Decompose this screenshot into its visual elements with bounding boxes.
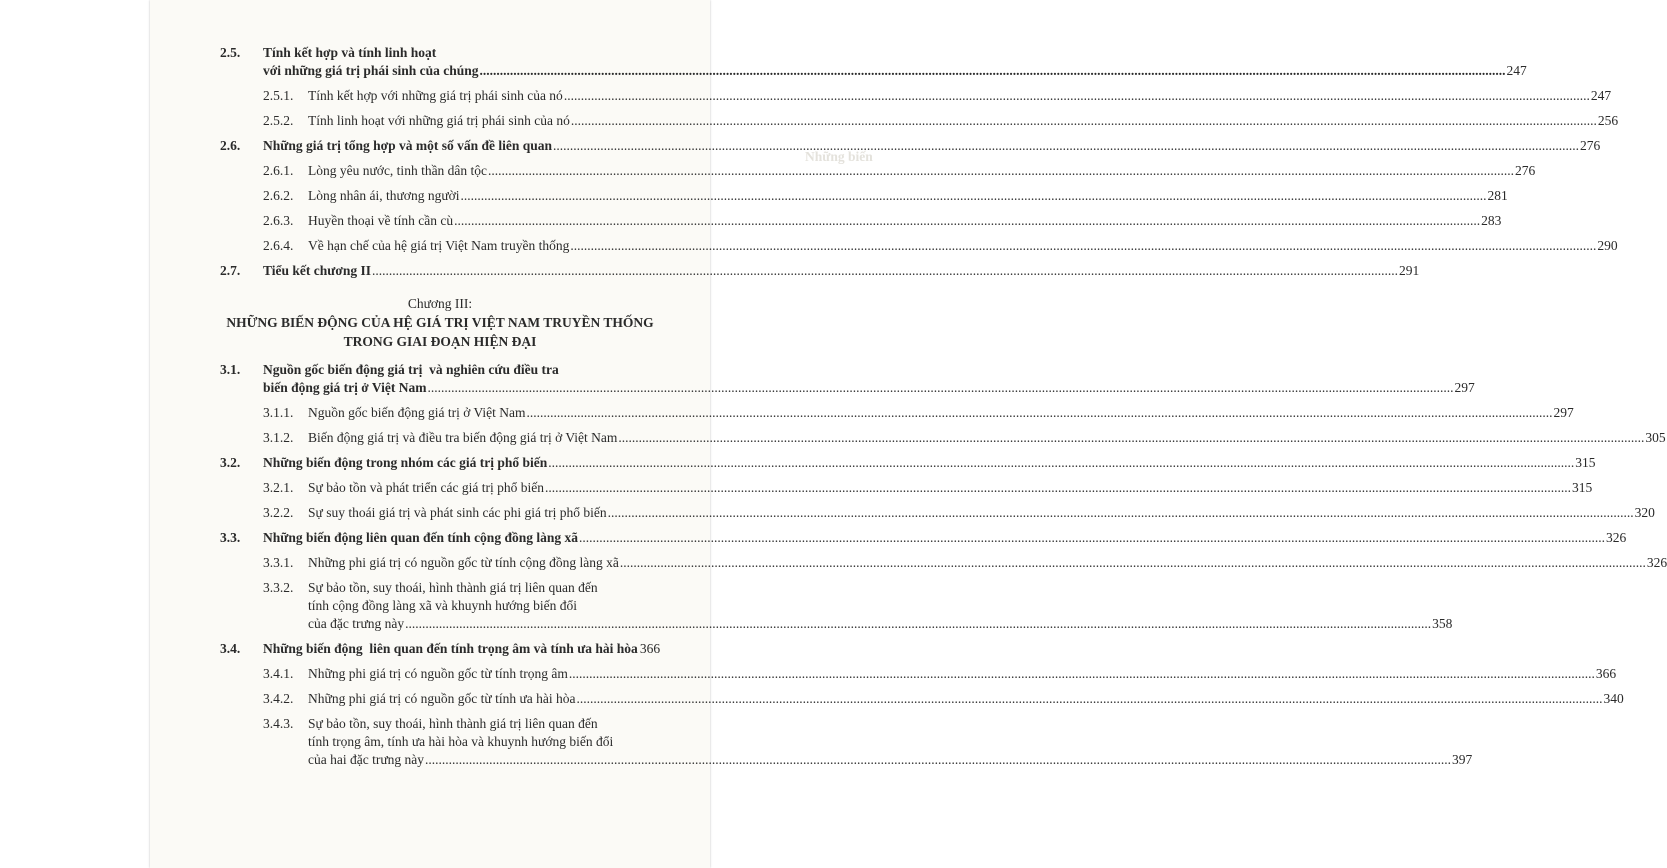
- entry-number: 3.1.2.: [263, 430, 294, 445]
- entry-title: Tính linh hoạt với những giá trị phái sinh của nó: [308, 113, 570, 128]
- leader-dots: [425, 751, 1451, 769]
- entry-number: 2.6.2.: [263, 188, 294, 203]
- entry-title: Sự suy thoái giá trị và phát sinh các phi giá trị phổ biến: [308, 505, 607, 520]
- leader-dots: [569, 665, 1595, 683]
- toc-entry-3-4-3-line2: tính trọng âm, tính ưa hài hòa và khuynh hướng biến đổi: [308, 734, 614, 749]
- page-number: 291: [1398, 263, 1420, 278]
- entry-number: 2.5.2.: [263, 113, 294, 128]
- toc-entry-3-3-2-line2: tính cộng đồng làng xã và khuynh hướng biến đổi: [308, 598, 578, 613]
- page-number: 297: [1553, 405, 1574, 420]
- toc-entry-3-4-1: [220, 665, 1617, 683]
- entry-number: 3.3.1.: [263, 555, 294, 570]
- entry-title: Những phi giá trị có nguồn gốc từ tính trọng âm: [308, 666, 568, 681]
- leader-dots: [454, 212, 1480, 230]
- entry-title-cont: biến động giá trị ở Việt Nam: [263, 380, 427, 395]
- leader-dots: [545, 479, 1571, 497]
- entry-title: Sự bảo tồn, suy thoái, hình thành giá trị liên quan đến: [308, 716, 598, 731]
- toc-entry-2-5-line1: [220, 44, 660, 62]
- entry-title: Lòng nhân ái, thương người: [308, 188, 460, 203]
- entry-title: Những biến động liên quan đến tính cộng đồng làng xã: [263, 530, 578, 545]
- entry-title: Những phi giá trị có nguồn gốc từ tính ưa hài hòa: [308, 691, 576, 706]
- entry-title: Nguồn gốc biến động giá trị và nghiên cứu điều tra: [263, 362, 559, 377]
- entry-title: Về hạn chế của hệ giá trị Việt Nam truyền thống: [308, 238, 570, 253]
- entry-number: 3.3.: [220, 530, 241, 545]
- page-number: 256: [1597, 113, 1619, 128]
- entry-number: 2.6.3.: [263, 213, 294, 228]
- toc-entry-3-2-2: [220, 504, 1655, 522]
- toc-entry-2-7: [220, 262, 1420, 280]
- leader-dots: [579, 529, 1605, 547]
- chapter-label: Chương III:: [407, 296, 473, 311]
- entry-number: 3.2.1.: [263, 480, 294, 495]
- leader-dots: [570, 237, 1596, 255]
- entry-title-cont: của đặc trưng này: [308, 616, 405, 631]
- toc-entry-2-6: [220, 137, 1601, 155]
- page-number: 326: [1605, 530, 1627, 545]
- entry-title: Những biến động liên quan đến tính trọng âm và tính ưa hài hòa: [263, 641, 638, 656]
- toc-entry-2-5-line2: [220, 62, 1527, 80]
- page-number: 397: [1452, 752, 1473, 767]
- page-number: 315: [1575, 455, 1596, 470]
- page-number: 276: [1580, 138, 1601, 153]
- entry-title: Huyền thoại về tính cần cù: [308, 213, 454, 228]
- toc-entry-2-5-2: [220, 112, 1619, 130]
- page-number: 305: [1645, 430, 1666, 445]
- entry-number: 3.4.3.: [263, 716, 294, 731]
- entry-title: Tính kết hợp với những giá trị phái sinh của nó: [308, 88, 563, 103]
- entry-title: Sự bảo tồn và phát triển các giá trị phổ biến: [308, 480, 544, 495]
- entry-title: Sự bảo tồn, suy thoái, hình thành giá trị liên quan đến: [308, 580, 598, 595]
- entry-number: 3.1.: [220, 362, 241, 377]
- entry-number: 3.2.: [220, 455, 241, 470]
- entry-number: 2.6.4.: [263, 238, 294, 253]
- entry-title: Những giá trị tổng hợp và một số vấn đề liên quan: [263, 138, 553, 153]
- page-number: 297: [1454, 380, 1475, 395]
- toc-entry-3-4-3-line1: [220, 715, 660, 733]
- entry-number: 2.5.1.: [263, 88, 294, 103]
- entry-number: 2.6.: [220, 138, 241, 153]
- entry-title-cont: với những giá trị phái sinh của chúng: [263, 63, 479, 78]
- leader-dots: [372, 262, 1398, 280]
- entry-number: 3.4.2.: [263, 691, 294, 706]
- entry-number: 3.3.2.: [263, 580, 294, 595]
- page-number: 358: [1432, 616, 1453, 631]
- toc-entry-3-2-1: [220, 479, 1593, 497]
- toc-entry-3-3-2-line3: [220, 615, 1453, 633]
- page-number: 247: [1590, 88, 1612, 103]
- chapter-heading: [220, 294, 660, 351]
- leader-dots: [553, 137, 1579, 155]
- entry-title: Tiểu kết chương II: [263, 263, 371, 278]
- toc-entry-2-5-1: [220, 87, 1612, 105]
- leader-dots: [527, 404, 1553, 422]
- leader-dots: [548, 454, 1574, 472]
- entry-title: Biến động giá trị và điều tra biến động giá trị ở Việt Nam: [308, 430, 618, 445]
- page-number: 283: [1481, 213, 1502, 228]
- page-number: 366: [1595, 666, 1617, 681]
- entry-number: 3.2.2.: [263, 505, 294, 520]
- book-page: [150, 0, 1667, 868]
- leader-dots: [618, 429, 1644, 447]
- leader-dots: [571, 112, 1597, 130]
- page-number: 320: [1634, 505, 1655, 520]
- toc-entry-3-4-2: [220, 690, 1624, 708]
- entry-number: 3.1.1.: [263, 405, 294, 420]
- toc-entry-2-6-1: [220, 162, 1536, 180]
- toc-entry-2-6-3: [220, 212, 1502, 230]
- toc-entry-3-3: [220, 529, 1627, 547]
- page-number: 247: [1506, 63, 1527, 78]
- page-number: 276: [1515, 163, 1536, 178]
- toc-entry-2-6-2: [220, 187, 1508, 205]
- toc-entry-3-1-2: [220, 429, 1666, 447]
- toc-entry-3-4-3-line3: [220, 751, 1473, 769]
- leader-dots: [608, 504, 1634, 522]
- entry-title: Những biến động trong nhóm các giá trị phổ biến: [263, 455, 548, 470]
- toc-entry-3-1-line2: [220, 379, 1475, 397]
- entry-title: Lòng yêu nước, tinh thần dân tộc: [308, 163, 488, 178]
- leader-dots: [427, 379, 1453, 397]
- leader-dots: [620, 554, 1646, 572]
- entry-number: 2.6.1.: [263, 163, 294, 178]
- entry-number: 3.4.1.: [263, 666, 294, 681]
- page-number: 290: [1597, 238, 1618, 253]
- entry-title: Nguồn gốc biến động giá trị ở Việt Nam: [308, 405, 526, 420]
- toc-entry-3-3-2-line1: [220, 579, 660, 597]
- chapter-title-line2: TRONG GIAI ĐOẠN HIỆN ĐẠI: [343, 334, 537, 349]
- chapter-title-line1: NHỮNG BIẾN ĐỘNG CỦA HỆ GIÁ TRỊ VIỆT NAM TRUYỀN THỐNG: [226, 315, 654, 330]
- toc-entry-2-6-4: [220, 237, 1618, 255]
- page-number: 366: [639, 641, 661, 656]
- leader-dots: [480, 62, 1506, 80]
- leader-dots: [577, 690, 1603, 708]
- entry-number: 3.4.: [220, 641, 241, 656]
- entry-title-cont: của hai đặc trưng này: [308, 752, 425, 767]
- entry-title: Tính kết hợp và tính linh hoạt: [263, 45, 437, 60]
- leader-dots: [488, 162, 1514, 180]
- page-number: 326: [1646, 555, 1667, 570]
- entry-number: 2.7.: [220, 263, 241, 278]
- leader-dots: [405, 615, 1431, 633]
- entry-title: Những phi giá trị có nguồn gốc từ tính cộng đồng làng xã: [308, 555, 619, 570]
- toc-entry-3-1-1: [220, 404, 1574, 422]
- entry-number: 2.5.: [220, 45, 241, 60]
- bleed-through-text: Những biến: [805, 149, 873, 164]
- toc-entry-3-4: [220, 640, 660, 658]
- toc-entry-3-1-line1: [220, 361, 660, 379]
- page-number: 281: [1487, 188, 1508, 203]
- leader-dots: [564, 87, 1590, 105]
- page-number: 340: [1603, 691, 1624, 706]
- toc-entry-3-2: [220, 454, 1596, 472]
- toc-entry-3-3-1: [220, 554, 1667, 572]
- page-number: 315: [1572, 480, 1593, 495]
- table-of-contents: [220, 44, 1667, 776]
- leader-dots: [461, 187, 1487, 205]
